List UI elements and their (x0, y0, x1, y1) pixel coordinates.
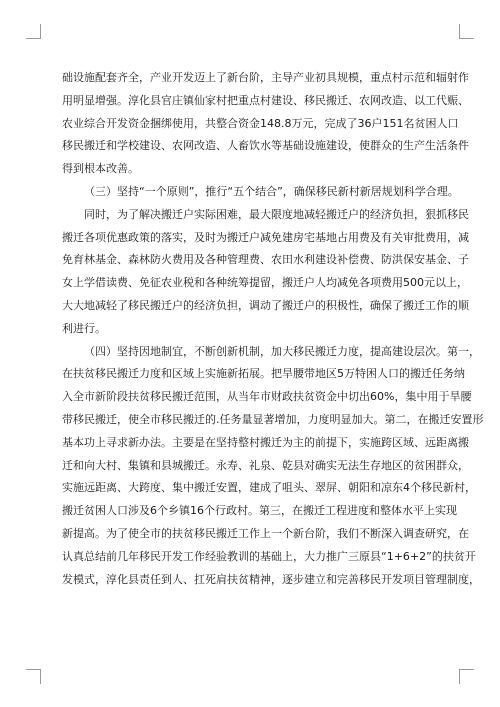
text-line-12: 利进行。 (62, 321, 106, 335)
crop-mark-top-left (26, 24, 41, 39)
document-body (62, 67, 484, 591)
text-line-20: 搬迁贫困人口涉及6个乡镇16个行政村。第三，在搬迁工程进度和整体水平上实现 (62, 504, 457, 518)
text-line-5: 得到根本改善。 (62, 162, 139, 176)
section-heading-4: （四）坚持因地制宜，不断创新机制，加大移民搬迁力度，提高建设层次。第一， (84, 344, 480, 358)
text-line-15: 入全市新阶段扶贫移民搬迁范围，从当年市财政扶贫资金中切出60%，集中用于旱腰 (62, 390, 472, 404)
text-line-14: 在扶贫移民搬迁力度和区域上实施新拓展。把旱腰带地区5万特困人口的搬迁任务纳 (62, 367, 465, 381)
text-line-9: 免育林基金、森林防火费用及各种管理费、农田水利建设补偿费、防洪保安基金、子 (62, 253, 469, 267)
text-line-10: 女上学借读费、免征农业税和各种统筹提留，搬迁户人均减免各项费用500元以上， (62, 276, 468, 290)
crop-mark-bottom-right (459, 669, 474, 684)
text-line-17: 基本功上寻求新办法。主要是在坚持整村搬迁为主的前提下，实施跨区域、远距离搬 (62, 435, 469, 449)
section-heading-3: （三）坚持“一个原则”，推行“五个结合”，确保移民新村新居规划科学合理。 (84, 184, 459, 198)
text-line-16: 带移民搬迁，使全市移民搬迁的.任务量显著增加，力度明显加大。第二，在搬迁安置形 (62, 412, 484, 426)
text-line-19: 实施远距离、大跨度、集中搬迁安置，建成了咀头、翠屏、朝阳和凉东4个移民新村， (62, 481, 476, 495)
text-line-3: 农业综合开发资金捆绑使用，共整合资金148.8万元，完成了36户151名贫困人口 (62, 116, 459, 130)
text-line-2: 用明显增强。淳化县官庄镇仙家村把重点村建设、移民搬迁、农网改造、以工代赈、 (62, 93, 469, 107)
text-line-8: 搬迁各项优惠政策的落实，及时为搬迁户减免建房宅基地占用费及有关审批费用，减 (62, 230, 469, 244)
text-line-11: 大大地减轻了移民搬迁户的经济负担，调动了搬迁户的积极性，确保了搬迁工作的顺 (62, 298, 469, 312)
text-line-21: 新提高。为了使全市的扶贫移民搬迁工作上一个新台阶，我们不断深入调查研究，在 (62, 526, 469, 540)
crop-mark-bottom-left (26, 669, 41, 684)
text-line-4: 移民搬迁和学校建设、农网改造、人畜饮水等基础设施建设，使群众的生产生活条件 (62, 139, 469, 153)
crop-mark-top-right (459, 24, 474, 39)
text-line-23: 发模式，淳化县责任到人、扛死肩扶贫精神，逐步建立和完善移民开发项目管理制度， (62, 572, 480, 586)
text-line-1: 础设施配套齐全，产业开发迈上了新台阶，主导产业初具规模，重点村示范和辐射作 (62, 71, 469, 84)
text-line-22: 认真总结前几年移民开发工作经验教训的基础上，大力推广三原县“1+6+2”的扶贫开 (62, 549, 476, 563)
text-line-18: 迁和向大村、集镇和县城搬迁。永寿、礼泉、乾县对确实无法生存地区的贫困群众， (62, 458, 469, 472)
text-line-7: 同时，为了解决搬迁户实际困难，最大限度地减轻搬迁户的经济负担，狠抓移民 (84, 207, 469, 221)
